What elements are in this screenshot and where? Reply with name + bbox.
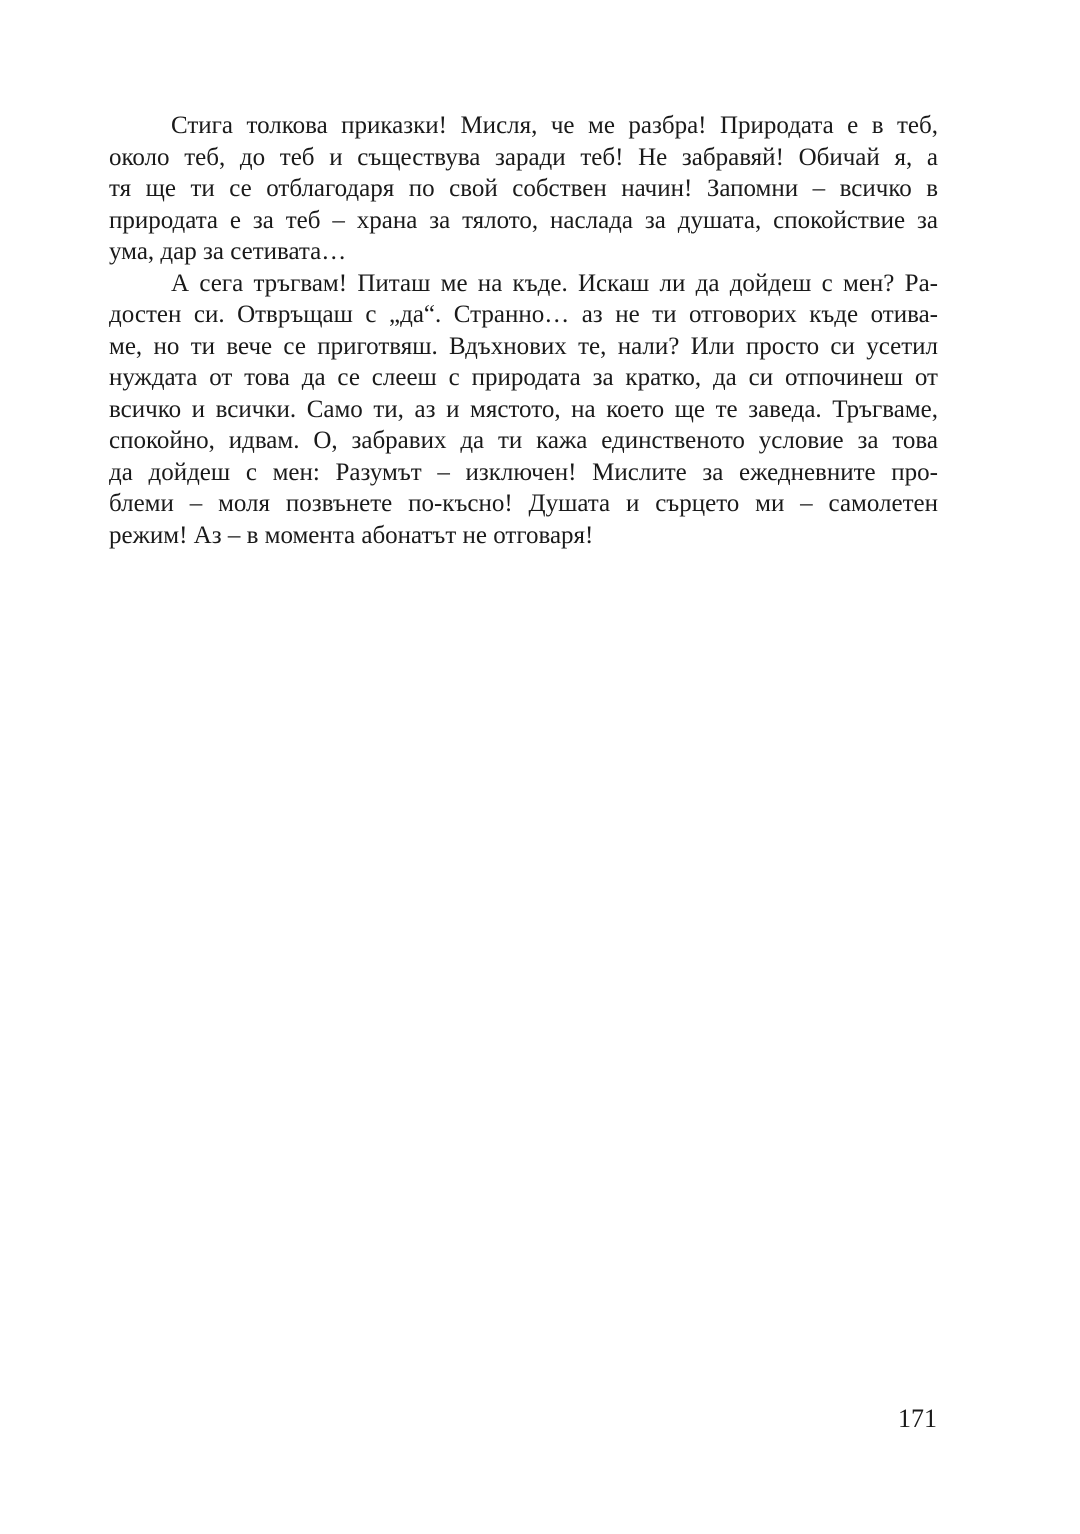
text-line: достен си. Отвръщаш с „да“. Странно… аз не ти отговорих къде отива- — [109, 301, 938, 328]
text-line: ме, но ти вече се приготвяш. Вдъхнових те, нали? Или просто си усетил — [109, 332, 938, 360]
paragraph-2 — [109, 268, 938, 552]
text-line: нуждата от това да се слееш с природата за кратко, да си отпочинеш от — [109, 364, 938, 391]
text-line: блеми – моля позвънете по-късно! Душата и сърцето ми – самолетен — [109, 490, 938, 517]
text-line: да дойдеш с мен: Разумът – изключен! Мислите за ежедневните про- — [109, 458, 938, 486]
text-line: ума, дар за сетивата… — [109, 238, 347, 265]
text-line: всичко и всички. Само ти, аз и мястото, на което ще те заведа. Тръгваме, — [109, 395, 938, 423]
body-text — [109, 110, 938, 551]
page-number: 171 — [898, 1404, 937, 1433]
text-line: Стига толкова приказки! Мисля, че ме разбра! Природата е в теб, — [171, 112, 938, 139]
text-line: спокойно, идвам. О, забравих да ти кажа единственото условие за това — [109, 427, 938, 454]
text-line: А сега тръгвам! Питаш ме на къде. Искаш ли да дойдеш с мен? Ра- — [171, 269, 938, 297]
text-line: около теб, до теб и съществува заради теб! Не забравяй! Обичай я, а — [109, 143, 938, 171]
text-line: природата е за теб – храна за тялото, наслада за душата, спокойствие за — [109, 206, 938, 234]
paragraph-1 — [109, 110, 938, 268]
text-line: тя ще ти се отблагодаря по свой собствен начин! Запомни – всичко в — [109, 175, 938, 202]
text-line: режим! Аз – в момента абонатът не отговаря! — [109, 521, 594, 549]
